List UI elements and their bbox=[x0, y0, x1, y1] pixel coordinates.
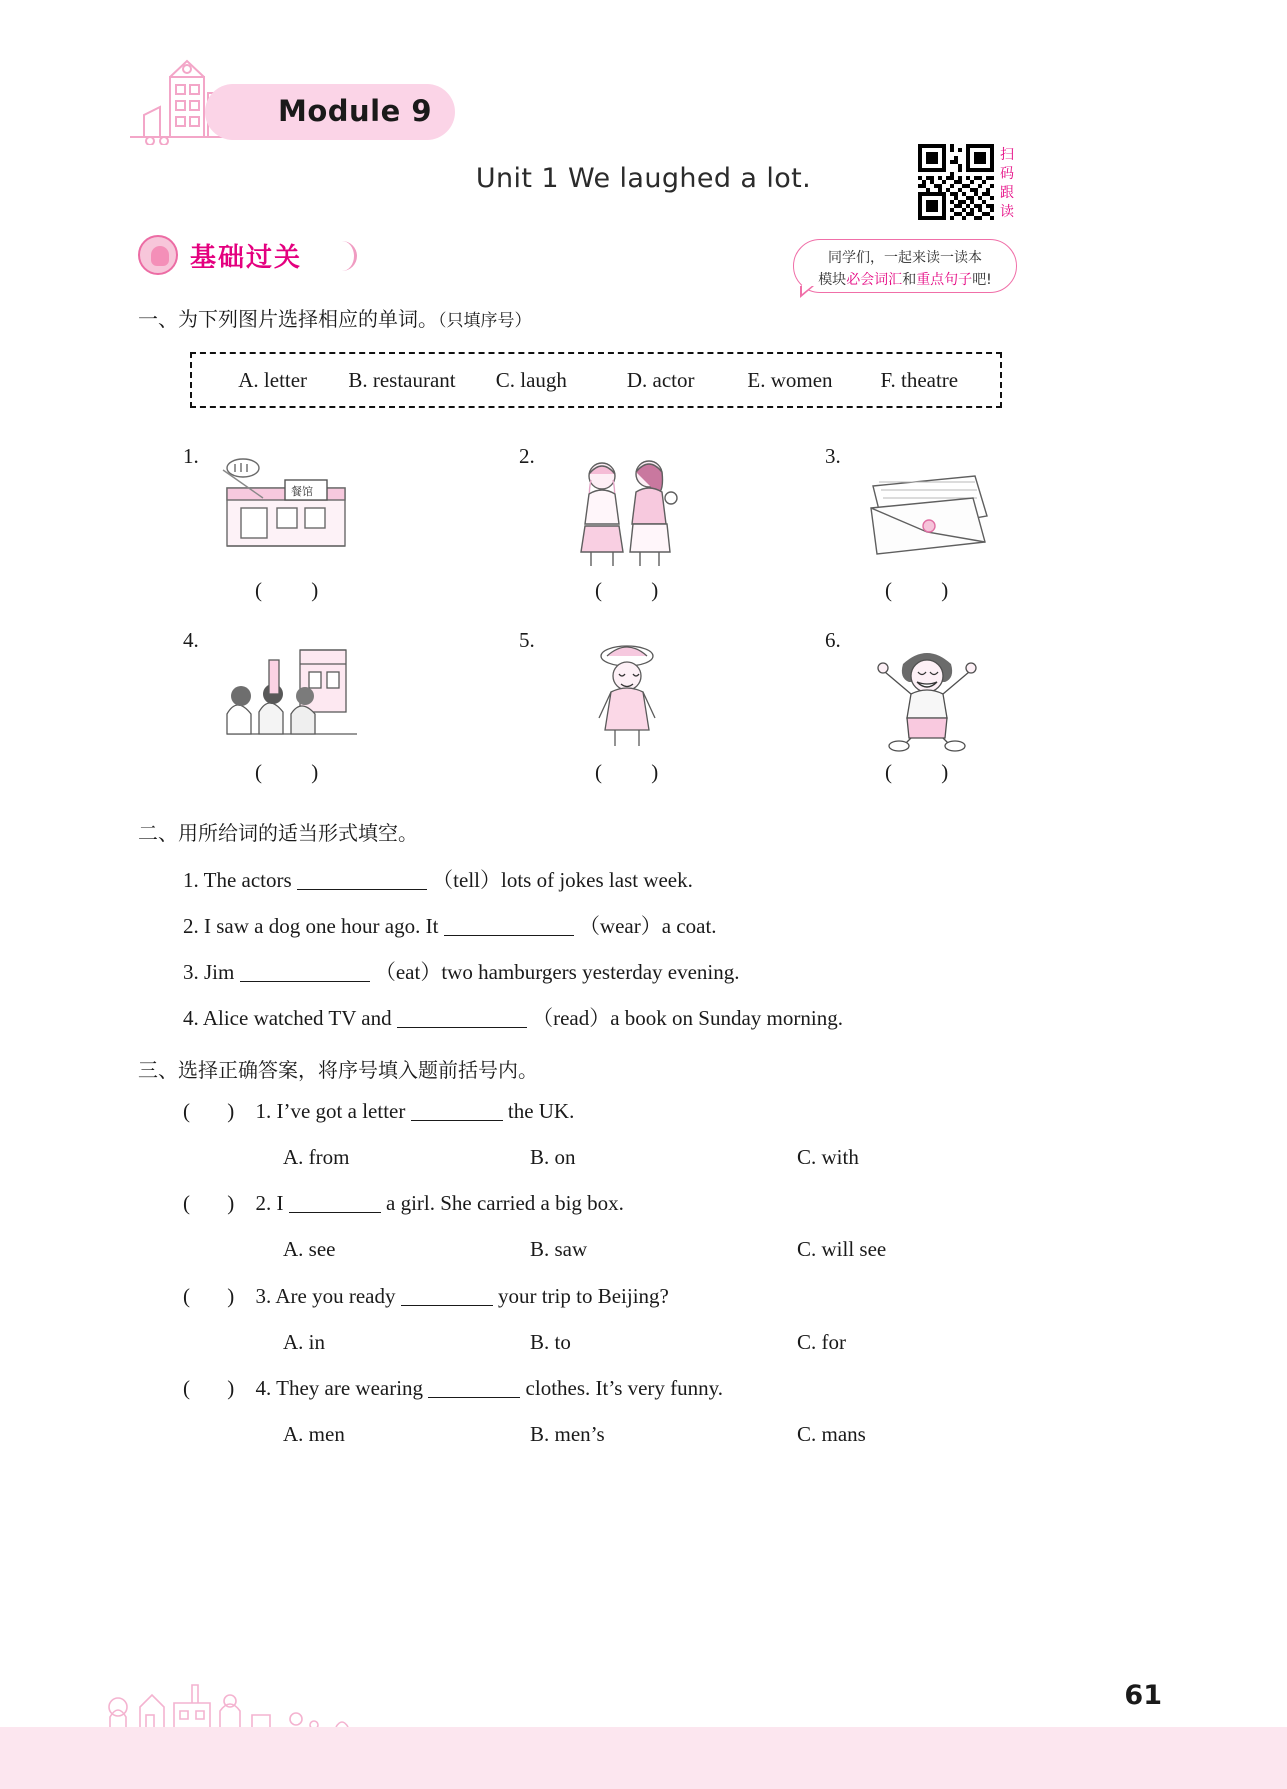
exercise-2-item-3-pre: 3. Jim bbox=[183, 960, 235, 984]
restaurant-picture bbox=[205, 450, 375, 570]
women-picture bbox=[545, 450, 715, 570]
exercise-3-blank-3[interactable] bbox=[401, 1286, 493, 1306]
exercise-1-heading bbox=[138, 303, 532, 332]
exercise-3-stem-1-post: the UK. bbox=[507, 1099, 575, 1123]
answer-paren-6[interactable]: ( ) bbox=[885, 760, 971, 784]
exercise-3-heading: 三、选择正确答案，将序号填入题前括号内。 bbox=[138, 1058, 538, 1082]
exercise-3-stem-2-post: a girl. She carried a big box. bbox=[386, 1191, 624, 1215]
exercise-3-paren-1[interactable]: ( ) bbox=[183, 1099, 251, 1123]
exercise-2-item-4-post: （read）a book on Sunday morning. bbox=[532, 1006, 843, 1030]
exercise-2-item-2-pre: 2. I saw a dog one hour ago. It bbox=[183, 914, 439, 938]
exercise-3-option-4b[interactable]: B. men’s bbox=[530, 1422, 605, 1446]
exercise-3-paren-4[interactable]: ( ) bbox=[183, 1376, 251, 1400]
picture-number-1: 1. bbox=[183, 444, 199, 468]
exercise-2-item-4 bbox=[183, 1002, 843, 1032]
exercise-3-option-2c[interactable]: C. will see bbox=[797, 1237, 887, 1261]
exercise-1-heading-note: （只填序号） bbox=[438, 311, 532, 331]
exercise-2-heading: 二、用所给词的适当形式填空。 bbox=[138, 821, 418, 845]
footer-band bbox=[0, 1727, 1287, 1789]
section-header bbox=[138, 235, 338, 279]
note-l2-c: 和 bbox=[902, 272, 917, 288]
word-bank-option-a: A. letter bbox=[238, 367, 308, 392]
exercise-3-stem-3-pre: 3. Are you ready bbox=[255, 1284, 396, 1308]
exercise-2-blank-3[interactable] bbox=[240, 962, 370, 982]
exercise-2-item-1 bbox=[183, 864, 693, 894]
exercise-2-item-1-pre: 1. The actors bbox=[183, 868, 292, 892]
exercise-3-item-3 bbox=[183, 1284, 669, 1309]
module-label: Module 9 bbox=[278, 94, 433, 128]
exercise-2-blank-4[interactable] bbox=[397, 1008, 527, 1028]
exercise-3-stem-2-pre: 2. I bbox=[255, 1191, 284, 1215]
letter-picture bbox=[845, 450, 1015, 570]
note-line-1: 同学们，一起来读一读本 bbox=[828, 250, 982, 266]
exercise-3-item-4 bbox=[183, 1376, 723, 1401]
exercise-3-item-2 bbox=[183, 1191, 624, 1216]
exercise-3-blank-4[interactable] bbox=[428, 1378, 520, 1398]
word-bank-option-c: C. laugh bbox=[495, 367, 567, 392]
exercise-3-paren-3[interactable]: ( ) bbox=[183, 1284, 251, 1308]
answer-paren-1[interactable]: ( ) bbox=[255, 578, 341, 602]
actor-picture bbox=[545, 634, 715, 754]
exercise-3-option-2b[interactable]: B. saw bbox=[530, 1237, 588, 1261]
exercise-2-item-3-post: （eat）two hamburgers yesterday evening. bbox=[374, 960, 740, 984]
laugh-picture bbox=[845, 634, 1015, 754]
word-bank bbox=[190, 352, 1002, 408]
exercise-3-stem-1-pre: 1. I’ve got a letter bbox=[255, 1099, 406, 1123]
note-bubble-tail-inner bbox=[802, 285, 813, 294]
note-l2-e: 吧! bbox=[972, 272, 992, 288]
svg-text:餐馆: 餐馆 bbox=[291, 485, 313, 498]
word-bank-option-d: D. actor bbox=[626, 367, 695, 392]
qr-code-icon[interactable] bbox=[918, 144, 994, 220]
picture-number-3: 3. bbox=[825, 444, 841, 468]
exercise-2-blank-2[interactable] bbox=[444, 916, 574, 936]
word-bank-option-e: E. women bbox=[747, 367, 833, 392]
exercise-3-option-2a[interactable]: A. see bbox=[283, 1237, 336, 1261]
word-bank-option-f: F. theatre bbox=[880, 367, 959, 392]
qr-code-label: 扫码跟读 bbox=[1000, 147, 1014, 220]
exercise-3-option-1a[interactable]: A. from bbox=[283, 1145, 350, 1169]
page-title: Unit 1 We laughed a lot. bbox=[475, 163, 812, 194]
exercise-3-stem-3-post: your trip to Beijing? bbox=[497, 1284, 669, 1308]
exercise-3-option-1c[interactable]: C. with bbox=[797, 1145, 859, 1169]
note-l2-b: 必会词汇 bbox=[846, 272, 903, 288]
exercise-2-item-4-pre: 4. Alice watched TV and bbox=[183, 1006, 392, 1030]
picture-number-2: 2. bbox=[519, 444, 535, 468]
exercise-3-option-4a[interactable]: A. men bbox=[283, 1422, 345, 1446]
word-bank-option-b: B. restaurant bbox=[348, 367, 456, 392]
answer-paren-3[interactable]: ( ) bbox=[885, 578, 971, 602]
exercise-2-item-1-post: （tell）lots of jokes last week. bbox=[432, 868, 693, 892]
swoosh-decoration-icon bbox=[326, 241, 357, 271]
exercise-2-item-3 bbox=[183, 956, 740, 986]
exercise-3-option-3b[interactable]: B. to bbox=[530, 1330, 571, 1354]
exercise-3-option-1b[interactable]: B. on bbox=[530, 1145, 576, 1169]
exercise-3-item-1 bbox=[183, 1099, 574, 1124]
reading-note-bubble bbox=[793, 239, 1017, 293]
exercise-1-heading-text: 一、为下列图片选择相应的单词。 bbox=[138, 307, 438, 331]
theatre-picture bbox=[205, 634, 375, 754]
answer-paren-4[interactable]: ( ) bbox=[255, 760, 341, 784]
answer-paren-5[interactable]: ( ) bbox=[595, 760, 681, 784]
exercise-3-stem-4-pre: 4. They are wearing bbox=[255, 1376, 424, 1400]
section-title: 基础过关 bbox=[190, 243, 303, 273]
page-number: 61 bbox=[1124, 1680, 1162, 1711]
exercise-3-option-4c[interactable]: C. mans bbox=[797, 1422, 866, 1446]
student-avatar-icon bbox=[138, 235, 178, 275]
note-line-2 bbox=[794, 269, 1016, 289]
exercise-3-option-3c[interactable]: C. for bbox=[797, 1330, 846, 1354]
picture-number-6: 6. bbox=[825, 628, 841, 652]
exercise-3-blank-1[interactable] bbox=[411, 1101, 503, 1121]
picture-number-4: 4. bbox=[183, 628, 199, 652]
exercise-2-item-2 bbox=[183, 910, 717, 940]
exercise-2-blank-1[interactable] bbox=[297, 870, 427, 890]
exercise-3-paren-2[interactable]: ( ) bbox=[183, 1191, 251, 1215]
exercise-3-option-3a[interactable]: A. in bbox=[283, 1330, 325, 1354]
picture-number-5: 5. bbox=[519, 628, 535, 652]
note-l2-d: 重点句子 bbox=[916, 272, 973, 288]
answer-paren-2[interactable]: ( ) bbox=[595, 578, 681, 602]
exercise-2-item-2-post: （wear）a coat. bbox=[578, 914, 717, 938]
note-l2-a: 模块 bbox=[818, 272, 847, 288]
exercise-3-blank-2[interactable] bbox=[289, 1193, 381, 1213]
exercise-3-stem-4-post: clothes. It’s very funny. bbox=[525, 1376, 724, 1400]
